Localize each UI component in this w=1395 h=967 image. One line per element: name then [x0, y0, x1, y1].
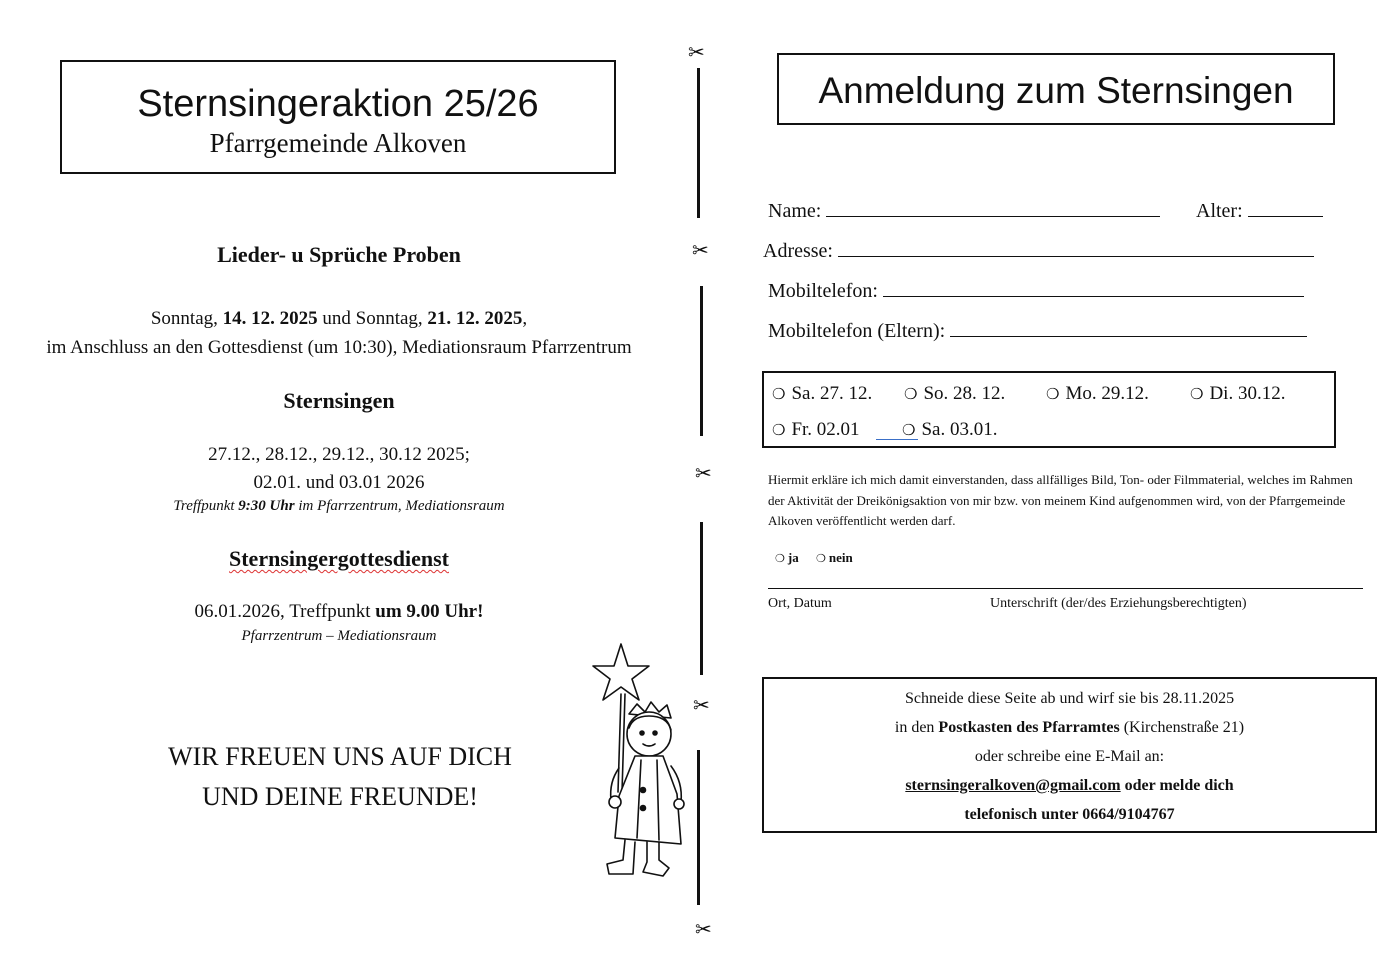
info-line-4-suffix: oder melde dich — [1120, 777, 1234, 794]
meeting-point — [0, 498, 678, 515]
date-option-di-30[interactable] — [1190, 383, 1285, 405]
consent-choice — [775, 550, 853, 566]
rehearsal-suffix: , — [522, 308, 528, 329]
radio-circle-icon[interactable]: ❍ — [1046, 385, 1060, 403]
registration-title: Anmeldung zum Sternsingen — [818, 70, 1294, 111]
date-label: So. 28. 12. — [923, 383, 1006, 404]
cut-line-segment — [697, 68, 700, 218]
meeting-suffix: im Pfarrzentrum, Mediationsraum — [294, 498, 505, 514]
mobile-parents-label: Mobiltelefon (Eltern): — [768, 320, 946, 342]
mobile-field[interactable] — [768, 280, 1304, 303]
closing-line-2: UND DEINE FREUNDE! — [202, 782, 478, 811]
singing-dates-1: 27.12., 28.12., 29.12., 30.12 2025; — [208, 444, 470, 465]
radio-circle-icon[interactable]: ❍ — [904, 385, 918, 403]
cut-line-segment — [700, 522, 703, 675]
scissors-icon: ✂ — [695, 917, 712, 941]
scissors-icon: ✂ — [692, 238, 709, 262]
address-field[interactable] — [763, 240, 1314, 263]
rehearsal-date-1: 14. 12. 2025 — [222, 308, 318, 329]
age-field[interactable] — [1196, 200, 1323, 223]
page-title: Sternsingeraktion 25/26 — [137, 83, 539, 125]
date-label: Sa. 03.01. — [921, 419, 998, 440]
rehearsal-prefix: Sonntag, — [150, 308, 223, 329]
mass-heading-text: Sternsingergottesdienst — [229, 546, 449, 571]
meeting-time: 9:30 Uhr — [238, 498, 295, 514]
date-label: Fr. 02.01 — [791, 419, 860, 440]
age-label: Alter: — [1196, 200, 1243, 222]
singing-dates-2: 02.01. und 03.01 2026 — [253, 472, 425, 493]
name-label: Name: — [768, 200, 822, 222]
mass-time-line — [0, 601, 678, 623]
name-field[interactable] — [768, 200, 1160, 223]
radio-circle-icon[interactable]: ❍ — [772, 421, 786, 439]
scissors-icon: ✂ — [695, 461, 712, 485]
rehearsal-mid: und Sonntag, — [317, 308, 428, 329]
mass-location: Pfarrzentrum – Mediationsraum — [241, 628, 437, 644]
date-option-so-28[interactable] — [904, 383, 1005, 405]
rehearsal-date-2: 21. 12. 2025 — [427, 308, 523, 329]
info-line-2-prefix: in den — [894, 719, 939, 736]
signature-line[interactable] — [768, 588, 1363, 589]
closing-line-1: WIR FREUEN UNS AUF DICH — [168, 742, 512, 771]
mobile-parents-field[interactable] — [768, 320, 1307, 343]
address-label: Adresse: — [763, 240, 833, 262]
rehearsal-dates-line — [0, 308, 678, 330]
info-line-1: Schneide diese Seite ab und wirf sie bis 28.11.2025 — [904, 690, 1235, 707]
radio-circle-icon[interactable]: ❍ — [775, 552, 785, 565]
date-label: Mo. 29.12. — [1065, 383, 1149, 404]
date-option-sa-03[interactable] — [902, 419, 997, 441]
email-link[interactable]: sternsingeralkoven@gmail.com — [905, 777, 1121, 794]
radio-circle-icon[interactable]: ❍ — [1190, 385, 1204, 403]
meeting-prefix: Treffpunkt — [173, 498, 239, 514]
rehearsal-location: im Anschluss an den Gottesdienst (um 10:30), Mediationsraum Pfarrzentrum — [46, 337, 632, 358]
mass-prefix: 06.01.2026, Treffpunkt — [194, 601, 376, 622]
registration-title-box — [777, 53, 1335, 125]
singing-heading: Sternsingen — [283, 388, 395, 413]
date-selection-box — [762, 371, 1336, 448]
place-date-label: Ort, Datum — [768, 596, 832, 611]
date-option-mo-29[interactable] — [1046, 383, 1149, 405]
consent-text: Hiermit erkläre ich mich damit einverstanden, dass allfälliges Bild, Ton- oder Filmmaterial, welches im Rahmen der Aktivität der Dreikönigsaktion von mir bzw. von meinem Kind aufgenommen wird, von der Pfarrgemeinde Alkoven veröffentlicht werden darf. — [768, 472, 1353, 528]
info-line-5: telefonisch unter 0664/9104767 — [964, 806, 1175, 823]
closing-message — [130, 737, 550, 817]
age-input-line[interactable] — [1248, 215, 1323, 217]
cut-line-segment — [697, 750, 700, 905]
parish-subtitle: Pfarrgemeinde Alkoven — [209, 128, 467, 158]
rehearsal-heading: Lieder- u Sprüche Proben — [217, 242, 461, 267]
date-label: Sa. 27. 12. — [791, 383, 873, 404]
mass-heading — [0, 546, 678, 572]
mailbox-label: Postkasten des Pfarramtes — [938, 719, 1120, 736]
star-singer-illustration — [585, 642, 691, 884]
mobile-input-line[interactable] — [883, 295, 1304, 297]
info-box — [762, 677, 1377, 833]
date-option-fr-02[interactable] — [772, 419, 860, 441]
radio-circle-icon[interactable]: ❍ — [902, 421, 916, 439]
mobile-label: Mobiltelefon: — [768, 280, 878, 302]
info-line-3: oder schreibe eine E-Mail an: — [974, 748, 1165, 765]
radio-circle-icon[interactable]: ❍ — [772, 385, 786, 403]
mobile-parents-input-line[interactable] — [950, 335, 1307, 337]
yes-label[interactable]: ja — [787, 550, 799, 565]
title-box — [60, 60, 616, 174]
scissors-icon: ✂ — [693, 693, 710, 717]
address-input-line[interactable] — [838, 255, 1314, 257]
name-input-line[interactable] — [826, 215, 1160, 217]
address-note: (Kirchenstraße 21) — [1119, 719, 1245, 736]
info-line-4 — [764, 771, 1375, 800]
radio-circle-icon[interactable]: ❍ — [815, 552, 826, 565]
date-label: Di. 30.12. — [1209, 383, 1286, 404]
cut-line-segment — [700, 286, 703, 436]
info-line-2 — [764, 713, 1375, 742]
star-icon — [593, 644, 649, 700]
signature-label: Unterschrift (der/des Erziehungsberechtigten) — [990, 596, 1247, 611]
scissors-icon: ✂ — [688, 40, 705, 64]
mass-time: um 9.00 Uhr! — [375, 601, 484, 622]
date-option-sa-27[interactable] — [772, 383, 872, 405]
no-label[interactable]: nein — [828, 550, 853, 565]
